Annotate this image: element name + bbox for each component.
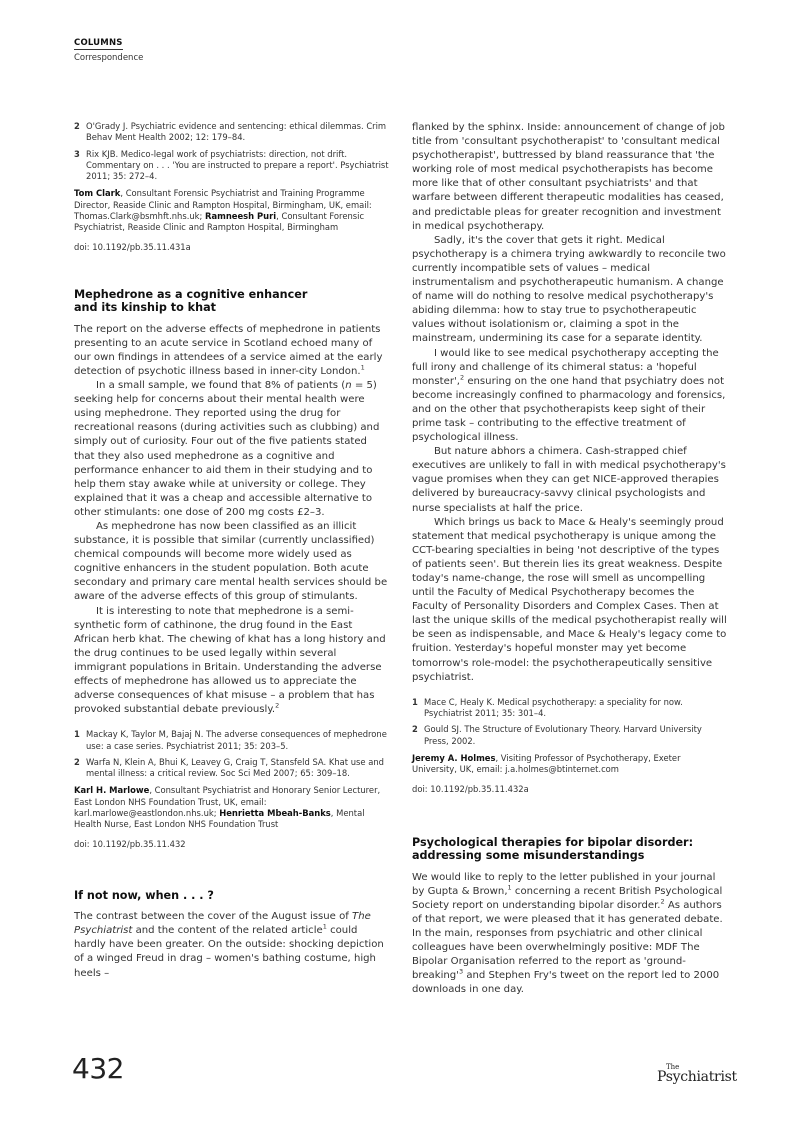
section-label: COLUMNS: [74, 38, 123, 48]
body-paragraph: flanked by the sphinx. Inside: announcement of change of job title from 'consultant psychotherapist' to 'consultant medical psychotherapist', buttressed by bland reassurance that 'the working role of most medical psychotherapists has become more like that of other consultant psychiatrists' and that warfare between different therapeutic modalities has ceased, and predictable pleas for greater recognition and investment in medical psychotherapy.: [412, 122, 725, 232]
logo-name: Psychiatrist: [657, 1069, 737, 1085]
doi-link[interactable]: doi: 10.1192/pb.35.11.432a: [412, 783, 529, 794]
article-title: Mephedrone as a cognitive enhancer and its kinship to khat: [74, 287, 308, 315]
reference-text: Gould SJ. The Structure of Evolutionary Theory. Harvard University Press, 2002.: [424, 724, 702, 746]
left-column: [74, 121, 390, 981]
article-title: If not now, when . . . ?: [74, 888, 214, 902]
reference-item: [74, 121, 390, 144]
body-paragraph: It is interesting to note that mephedrone is a semi-synthetic form of cathinone, the drug found in the East African herb khat. The chewing of khat has a long history and the drug continues to be used legally within several immigrant populations in Britain. Understanding the adverse effects of mephedrone has allowed us to appreciate the adverse consequences of khat misuse – a problem that has provoked substantial debate previously.$^2$: [74, 605, 386, 716]
author-name: Tom Clark: [74, 188, 121, 199]
author-affiliation: Tom Clark, Consultant Forensic Psychiatrist and Training Programme Director, Reaside Clinic and Rampton Hospital, Birmingham, UK, email: Thomas.Clark@bsmhft.nhs.uk; Ramneesh Puri, Consultant Forensic Psychiatrist, Reaside Clinic and Rampton Hospital, Birmingham: [74, 188, 372, 233]
reference-text: Rix KJB. Medico-legal work of psychiatrists: direction, not drift. Commentary on . . . 'You are instructed to prepare a report'. Psychiatrist 2011; 35: 272–4.: [86, 148, 389, 182]
reference-number: 3: [74, 148, 80, 159]
body-paragraph: In a small sample, we found that 8% of patients (n = 5) seeking help for concerns about their mental health were using mephedrone. They reported using the drug for recreational reasons (during activities such as clubbing) and simply out of curiosity. Four out of the five patients stated that they also used mephedrone as a cognitive and performance enhancer to aid them in their studying and to help them stay awake while at university or college. They explained that it was a cheap and accessible alternative to other stimulants: one dose of 200 mg costs £2–3.: [74, 380, 380, 518]
body-paragraph: I would like to see medical psychotherapy accepting the full irony and challenge of its chimeral status: a 'hopeful monster',$^2$ ensuring on the one hand that psychiatry does not become increasingly confined to pharmacology and forensics, and on the other that psychotherapists keep sight of their prime task – contributing to the effective treatment of psychological illness.: [412, 347, 726, 444]
page-number: 432: [72, 1052, 124, 1085]
author-affiliation: Karl H. Marlowe, Consultant Psychiatrist and Honorary Senior Lecturer, East London NHS Foundation Trust, UK, email: karl.marlowe@eastlondon.nhs.uk; Henrietta Mbeah-Banks, Mental Health Nurse, East London NHS Foundation Trust: [74, 785, 381, 830]
reference-text: Mackay K, Taylor M, Bajaj N. The adverse consequences of mephedrone use: a case series. Psychiatrist 2011; 35: 203–5.: [86, 729, 387, 751]
author-name: Henrietta Mbeah-Banks: [219, 808, 331, 819]
reference-text: Warfa N, Klein A, Bhui K, Leavey G, Craig T, Stansfeld SA. Khat use and mental illness: a critical review. Soc Sci Med 2007; 65: 309–18.: [86, 756, 384, 779]
author-name: Ramneesh Puri: [205, 211, 277, 222]
author-name: Karl H. Marlowe: [74, 785, 150, 796]
reference-item: [74, 729, 390, 752]
reference-item: [412, 724, 728, 747]
body-paragraph: As mephedrone has now been classified as an illicit substance, it is possible that similar (currently unclassified) chemical compounds will become more widely used as cognitive enhancers in the student population. Both acute secondary and primary care mental health services should be aware of the adverse effects of this group of stimulants.: [74, 520, 388, 603]
reference-text: O'Grady J. Psychiatric evidence and sentencing: ethical dilemmas. Crim Behav Ment Health 2002; 12: 179–84.: [86, 121, 387, 143]
body-paragraph: Which brings us back to Mace & Healy's seemingly proud statement that medical psychotherapy is unique among the CCT-bearing specialties in being 'not descriptive of the types of patients seen'. But therein lies its great weakness. Despite today's name-change, the rose will smell as uncompelling until the Faculty of Medical Psychotherapy becomes the Faculty of Personality Disorders and Complex Cases. Then at last the unique skills of the medical psychotherapist really will be seen as indispensable, and Mace & Healy's legacy come to fruition. Yesterday's hopeful monster may yet become tomorrow's role-model: the psychotherapeutically sensitive psychiatrist.: [412, 516, 727, 683]
article-title: Psychological therapies for bipolar disorder: addressing some misunderstandings: [412, 835, 694, 863]
body-paragraph: The report on the adverse effects of mephedrone in patients presenting to an acute service in Scotland echoed many of our own findings in attendees of a service aimed at the early detection of psychotic illness based in inner-city London.$^1$: [74, 323, 383, 377]
body-paragraph: We would like to reply to the letter published in your journal by Gupta & Brown,$^1$ concerning a recent British Psychological Society report on understanding bipolar disorder.$^2$ As authors of that report, we were pleased that it has generated debate. In the main, responses from psychiatric and other clinical colleagues have been overwhelmingly positive: MDF The Bipolar Organisation referred to the report as '$ground-breaking'^3$ and Stephen Fry's tweet on the report led to 2000 downloads in one day.: [412, 871, 723, 996]
author-name: Jeremy A. Holmes: [412, 752, 496, 763]
body-paragraph: But nature abhors a chimera. Cash-strapped chief executives are unlikely to fall in with medical psychotherapy's vague promises when they can get NICE-approved therapies delivered by bureaucracy-savvy clinical psychologists and nurse specialists at half the price.: [412, 446, 726, 514]
reference-item: [74, 149, 390, 183]
logo-the: The: [666, 1063, 680, 1071]
reference-number: 1: [412, 696, 418, 707]
author-affiliation: Jeremy A. Holmes, Visiting Professor of Psychotherapy, Exeter University, UK, email: j.a.holmes@btinternet.com: [412, 752, 681, 775]
reference-number: 2: [74, 756, 80, 767]
body-paragraph: Sadly, it's the cover that gets it right. Medical psychotherapy is a chimera trying awkwardly to reconcile two currently incompatible sets of values – medical instrumentalism and psychotherapeutic humanism. A change of name will do nothing to resolve medical psychotherapy's abiding dilemma: how to stay true to psychotherapeutic values without isolationism or, claiming a spot in the mainstream, undermining its case for a separate identity.: [412, 234, 726, 345]
reference-number: 2: [412, 724, 418, 735]
reference-item: [74, 757, 390, 780]
reference-text: Mace C, Healy K. Medical psychotherapy: a speciality for now. Psychiatrist 2011; 35: 301–4.: [424, 696, 683, 719]
doi-link[interactable]: doi: 10.1192/pb.35.11.432: [74, 838, 186, 849]
reference-number: 1: [74, 729, 80, 740]
doi-link[interactable]: doi: 10.1192/pb.35.11.431a: [74, 241, 191, 252]
right-column: [412, 121, 728, 997]
reference-number: 2: [74, 121, 80, 131]
subsection-label: Correspondence: [74, 53, 144, 63]
reference-item: [412, 697, 728, 720]
body-paragraph: The contrast between the cover of the August issue of The Psychiatrist and the content of the related article$^1$ could hardly have been greater. On the outside: shocking depiction of a winged Freud in drag – women's bathing costume, high heels –: [74, 911, 384, 979]
